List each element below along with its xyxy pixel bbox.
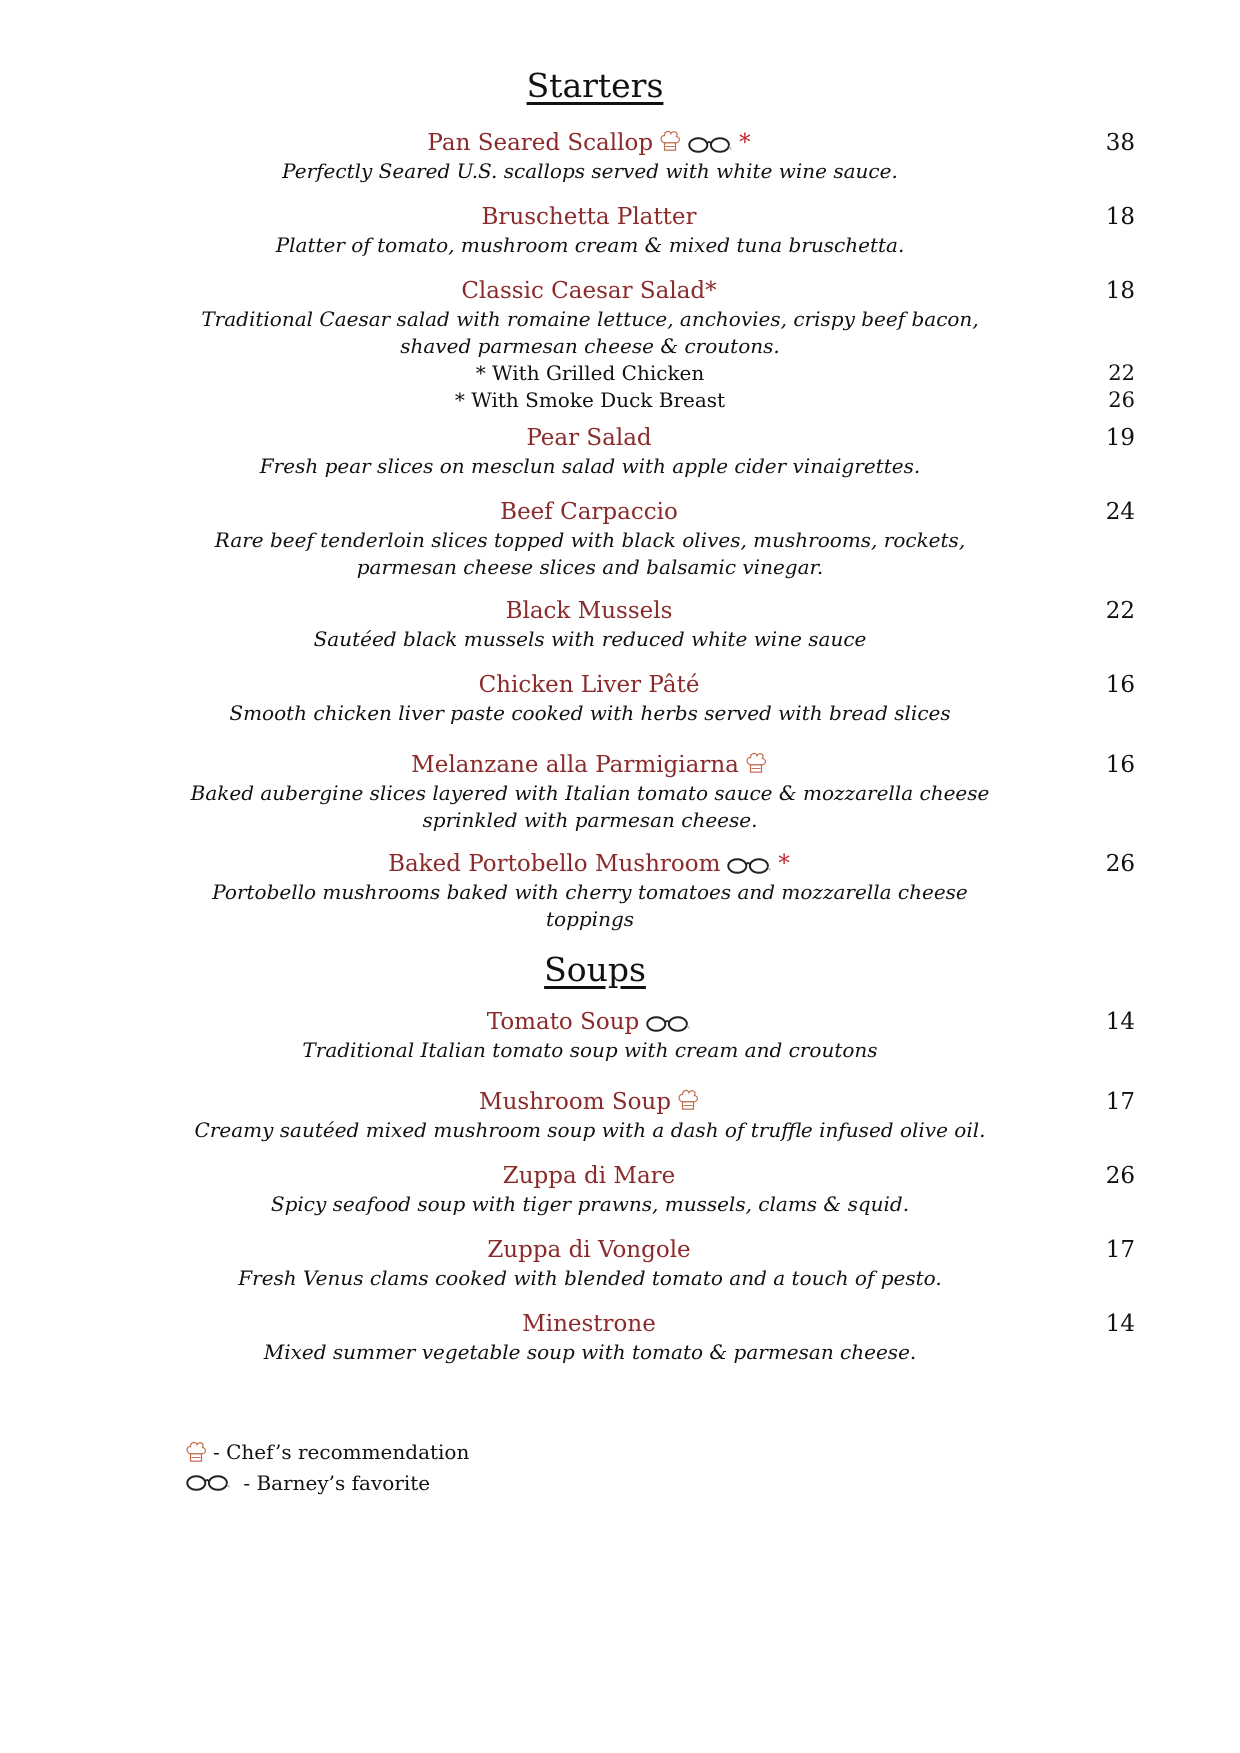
- item-name: Bruschetta Platter: [481, 204, 697, 230]
- menu-item-mushroom-soup: [180, 1087, 1180, 1144]
- item-description: Rare beef tenderloin slices topped with black olives, mushrooms, rockets, parmesan cheese slices and balsamic vinegar.: [214, 528, 966, 579]
- menu-item-beef-carpaccio: [180, 497, 1180, 581]
- menu-item-pear-salad: [180, 423, 1180, 480]
- addon-price: 22: [1108, 361, 1135, 385]
- item-name: Tomato Soup: [486, 1009, 640, 1035]
- glasses-icon: [726, 857, 772, 875]
- menu-item-bruschetta-platter: [180, 202, 1180, 259]
- addon-price: 26: [1108, 388, 1135, 412]
- menu-item-chicken-liver-pate: [180, 670, 1180, 727]
- menu-item-classic-caesar-salad: [180, 276, 1180, 414]
- item-description: Mixed summer vegetable soup with tomato & parmesan cheese.: [263, 1340, 917, 1364]
- item-description: Portobello mushrooms baked with cherry tomatoes and mozzarella cheese toppings: [212, 880, 968, 931]
- item-price: 38: [1105, 130, 1135, 156]
- item-name-row: [199, 128, 979, 158]
- item-name: Zuppa di Mare: [502, 1163, 676, 1189]
- item-name: Mushroom Soup: [479, 1089, 671, 1115]
- addon-row: [180, 360, 1180, 387]
- item-description: Spicy seafood soup with tiger prawns, mussels, clams & squid.: [270, 1192, 910, 1216]
- item-price: 18: [1105, 204, 1135, 230]
- item-description: Creamy sautéed mixed mushroom soup with a dash of truffle infused olive oil.: [194, 1118, 986, 1142]
- item-price: 18: [1105, 278, 1135, 304]
- section-title-starters: Starters: [526, 66, 664, 105]
- item-name: Chicken Liver Pâté: [478, 672, 700, 698]
- item-price: 22: [1105, 598, 1135, 624]
- item-description: Fresh pear slices on mesclun salad with apple cider vinaigrettes.: [259, 454, 921, 478]
- item-price: 24: [1105, 499, 1135, 525]
- chef-hat-icon: [745, 750, 767, 776]
- item-price: 19: [1105, 425, 1135, 451]
- legend-chef-label: - Chef’s recommendation: [213, 1439, 470, 1464]
- item-name-row: [199, 750, 979, 780]
- menu-item-baked-portobello-mushroom: [180, 849, 1180, 933]
- item-name-row: [199, 1087, 979, 1117]
- legend-row-chef: [185, 1436, 469, 1467]
- item-price: 14: [1105, 1311, 1135, 1337]
- menu-item-melanzane-alla-parmigiarna: [180, 750, 1180, 834]
- item-name: Melanzane alla Parmigiarna: [411, 752, 739, 778]
- item-name: Black Mussels: [505, 598, 673, 624]
- menu-item-zuppa-di-mare: [180, 1161, 1180, 1218]
- item-name-row: [199, 1007, 979, 1037]
- chef-hat-icon: [659, 128, 681, 154]
- menu-item-zuppa-di-vongole: [180, 1235, 1180, 1292]
- chef-hat-icon: [677, 1087, 699, 1113]
- item-description: Baked aubergine slices layered with Italian tomato sauce & mozzarella cheese sprinkled with parmesan cheese.: [190, 781, 990, 832]
- star-mark: *: [739, 130, 751, 156]
- section-title-soups: Soups: [544, 950, 646, 989]
- item-name: Minestrone: [522, 1311, 656, 1337]
- legend-barney-label: - Barney’s favorite: [237, 1470, 431, 1495]
- item-name-row: [199, 849, 979, 879]
- item-price: 14: [1105, 1009, 1135, 1035]
- addon-label: * With Grilled Chicken: [475, 361, 705, 385]
- star-mark: *: [778, 851, 790, 877]
- item-price: 17: [1105, 1237, 1135, 1263]
- glasses-icon: [645, 1015, 691, 1033]
- item-name: Baked Portobello Mushroom: [388, 851, 721, 877]
- item-description: Traditional Caesar salad with romaine lettuce, anchovies, crispy beef bacon, shaved parmesan cheese & croutons.: [201, 307, 979, 358]
- item-price: 16: [1105, 752, 1135, 778]
- legend-row-barney: [185, 1467, 469, 1498]
- chef-hat-icon: [185, 1439, 207, 1465]
- menu-item-pan-seared-scallop: [180, 128, 1180, 185]
- legend: [185, 1436, 469, 1498]
- menu-item-tomato-soup: [180, 1007, 1180, 1064]
- item-price: 16: [1105, 672, 1135, 698]
- glasses-icon: [185, 1474, 231, 1492]
- menu-item-minestrone: [180, 1309, 1180, 1366]
- addon-label: * With Smoke Duck Breast: [454, 388, 726, 412]
- item-name: Classic Caesar Salad*: [461, 278, 717, 304]
- item-name: Beef Carpaccio: [500, 499, 678, 525]
- item-description: Traditional Italian tomato soup with cream and croutons: [302, 1038, 878, 1062]
- addon-row: [180, 387, 1180, 414]
- item-price: 26: [1105, 851, 1135, 877]
- item-description: Platter of tomato, mushroom cream & mixed tuna bruschetta.: [275, 233, 905, 257]
- item-name: Zuppa di Vongole: [487, 1237, 691, 1263]
- item-name: Pear Salad: [526, 425, 652, 451]
- item-description: Sautéed black mussels with reduced white wine sauce: [313, 627, 867, 651]
- item-price: 26: [1105, 1163, 1135, 1189]
- glasses-icon: [687, 136, 733, 154]
- item-description: Smooth chicken liver paste cooked with herbs served with bread slices: [229, 701, 951, 725]
- menu-item-black-mussels: [180, 596, 1180, 653]
- item-description: Fresh Venus clams cooked with blended tomato and a touch of pesto.: [238, 1266, 942, 1290]
- item-price: 17: [1105, 1089, 1135, 1115]
- item-description: Perfectly Seared U.S. scallops served with white wine sauce.: [282, 159, 898, 183]
- item-name: Pan Seared Scallop: [427, 130, 654, 156]
